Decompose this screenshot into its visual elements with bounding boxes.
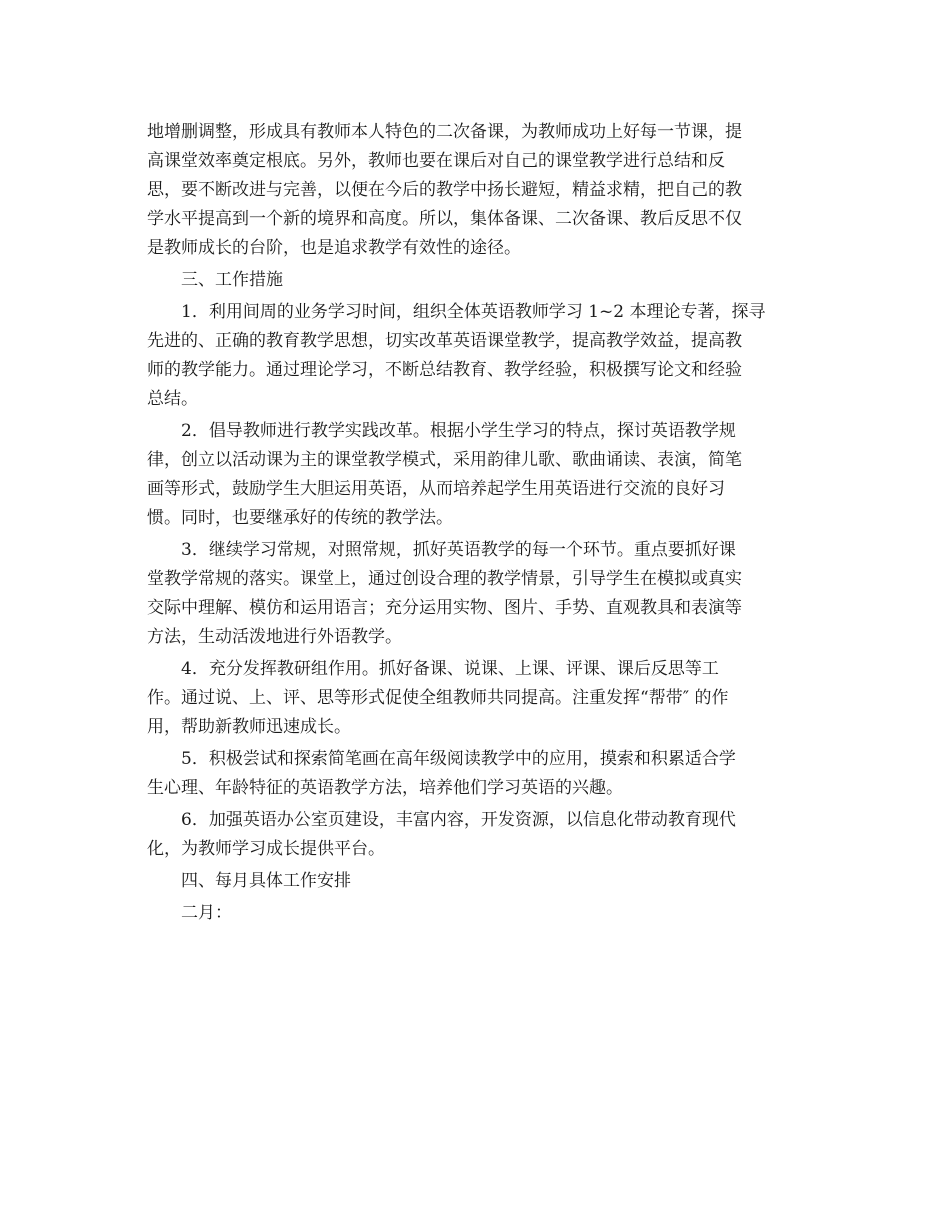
paragraph xyxy=(147,745,807,803)
paragraph xyxy=(147,298,807,414)
document-body xyxy=(147,118,807,931)
text-line: 交际中理解、模仿和运用语言；充分运用实物、图片、手势、直观教具和表演等 xyxy=(147,598,742,618)
text-line: 画等形式，鼓励学生大胆运用英语，从而培养起学生用英语进行交流的良好习 xyxy=(147,479,725,499)
text-line: 是教师成长的台阶，也是追求教学有效性的途径。 xyxy=(147,238,521,258)
text-line: 四、每月具体工作安排 xyxy=(181,871,351,891)
paragraph xyxy=(147,899,807,928)
text-line: 高课堂效率奠定根底。另外，教师也要在课后对自己的课堂教学进行总结和反 xyxy=(147,151,725,171)
text-line: 5．积极尝试和探索简笔画在高年级阅读教学中的应用，摸索和积累适合学 xyxy=(181,749,736,769)
text-line: 4．充分发挥教研组作用。抓好备课、说课、上课、评课、课后反思等工 xyxy=(181,659,719,679)
paragraph xyxy=(147,417,807,533)
text-line: 3．继续学习常规，对照常规，抓好英语教学的每一个环节。重点要抓好课 xyxy=(181,540,736,560)
text-line: 方法，生动活泼地进行外语教学。 xyxy=(147,627,402,647)
paragraph xyxy=(147,536,807,652)
text-line: 化，为教师学习成长提供平台。 xyxy=(147,839,385,859)
text-line: 先进的、正确的教育教学思想，切实改革英语课堂教学，提高教学效益，提高教 xyxy=(147,331,742,351)
text-line: 学水平提高到一个新的境界和高度。所以，集体备课、二次备课、教后反思不仅 xyxy=(147,209,742,229)
text-line: 地增删调整，形成具有教师本人特色的二次备课，为教师成功上好每一节课，提 xyxy=(147,122,742,142)
text-line: 三、工作措施 xyxy=(181,270,283,290)
text-line: 1．利用间周的业务学习时间，组织全体英语教师学习 1~2 本理论专著，探寻 xyxy=(181,302,766,322)
text-line: 惯。同时，也要继承好的传统的教学法。 xyxy=(147,508,453,528)
text-line: 生心理、年龄特征的英语教学方法，培养他们学习英语的兴趣。 xyxy=(147,778,623,798)
text-line: 师的教学能力。通过理论学习，不断总结教育、教学经验，积极撰写论文和经验 xyxy=(147,360,742,380)
text-line: 律，创立以活动课为主的课堂教学模式，采用韵律儿歌、歌曲诵读、表演，简笔 xyxy=(147,450,742,470)
text-line: 二月： xyxy=(181,903,232,923)
paragraph xyxy=(147,806,807,864)
paragraph xyxy=(147,867,807,896)
text-line: 6．加强英语办公室页建设，丰富内容，开发资源，以信息化带动教育现代 xyxy=(181,810,736,830)
text-line: 堂教学常规的落实。课堂上，通过创设合理的教学情景，引导学生在模拟或真实 xyxy=(147,569,742,589)
text-line: 用，帮助新教师迅速成长。 xyxy=(147,717,351,737)
text-line: 作。通过说、上、评、思等形式促使全组教师共同提高。注重发挥“帮带″ 的作 xyxy=(147,688,729,708)
paragraph xyxy=(147,266,807,295)
text-line: 2．倡导教师进行教学实践改革。根据小学生学习的特点，探讨英语教学规 xyxy=(181,421,736,441)
paragraph xyxy=(147,655,807,742)
text-line: 思，要不断改进与完善，以便在今后的教学中扬长避短，精益求精，把自己的教 xyxy=(147,180,742,200)
paragraph-gap xyxy=(147,928,807,931)
text-line: 总结。 xyxy=(147,389,198,409)
paragraph xyxy=(147,118,807,263)
